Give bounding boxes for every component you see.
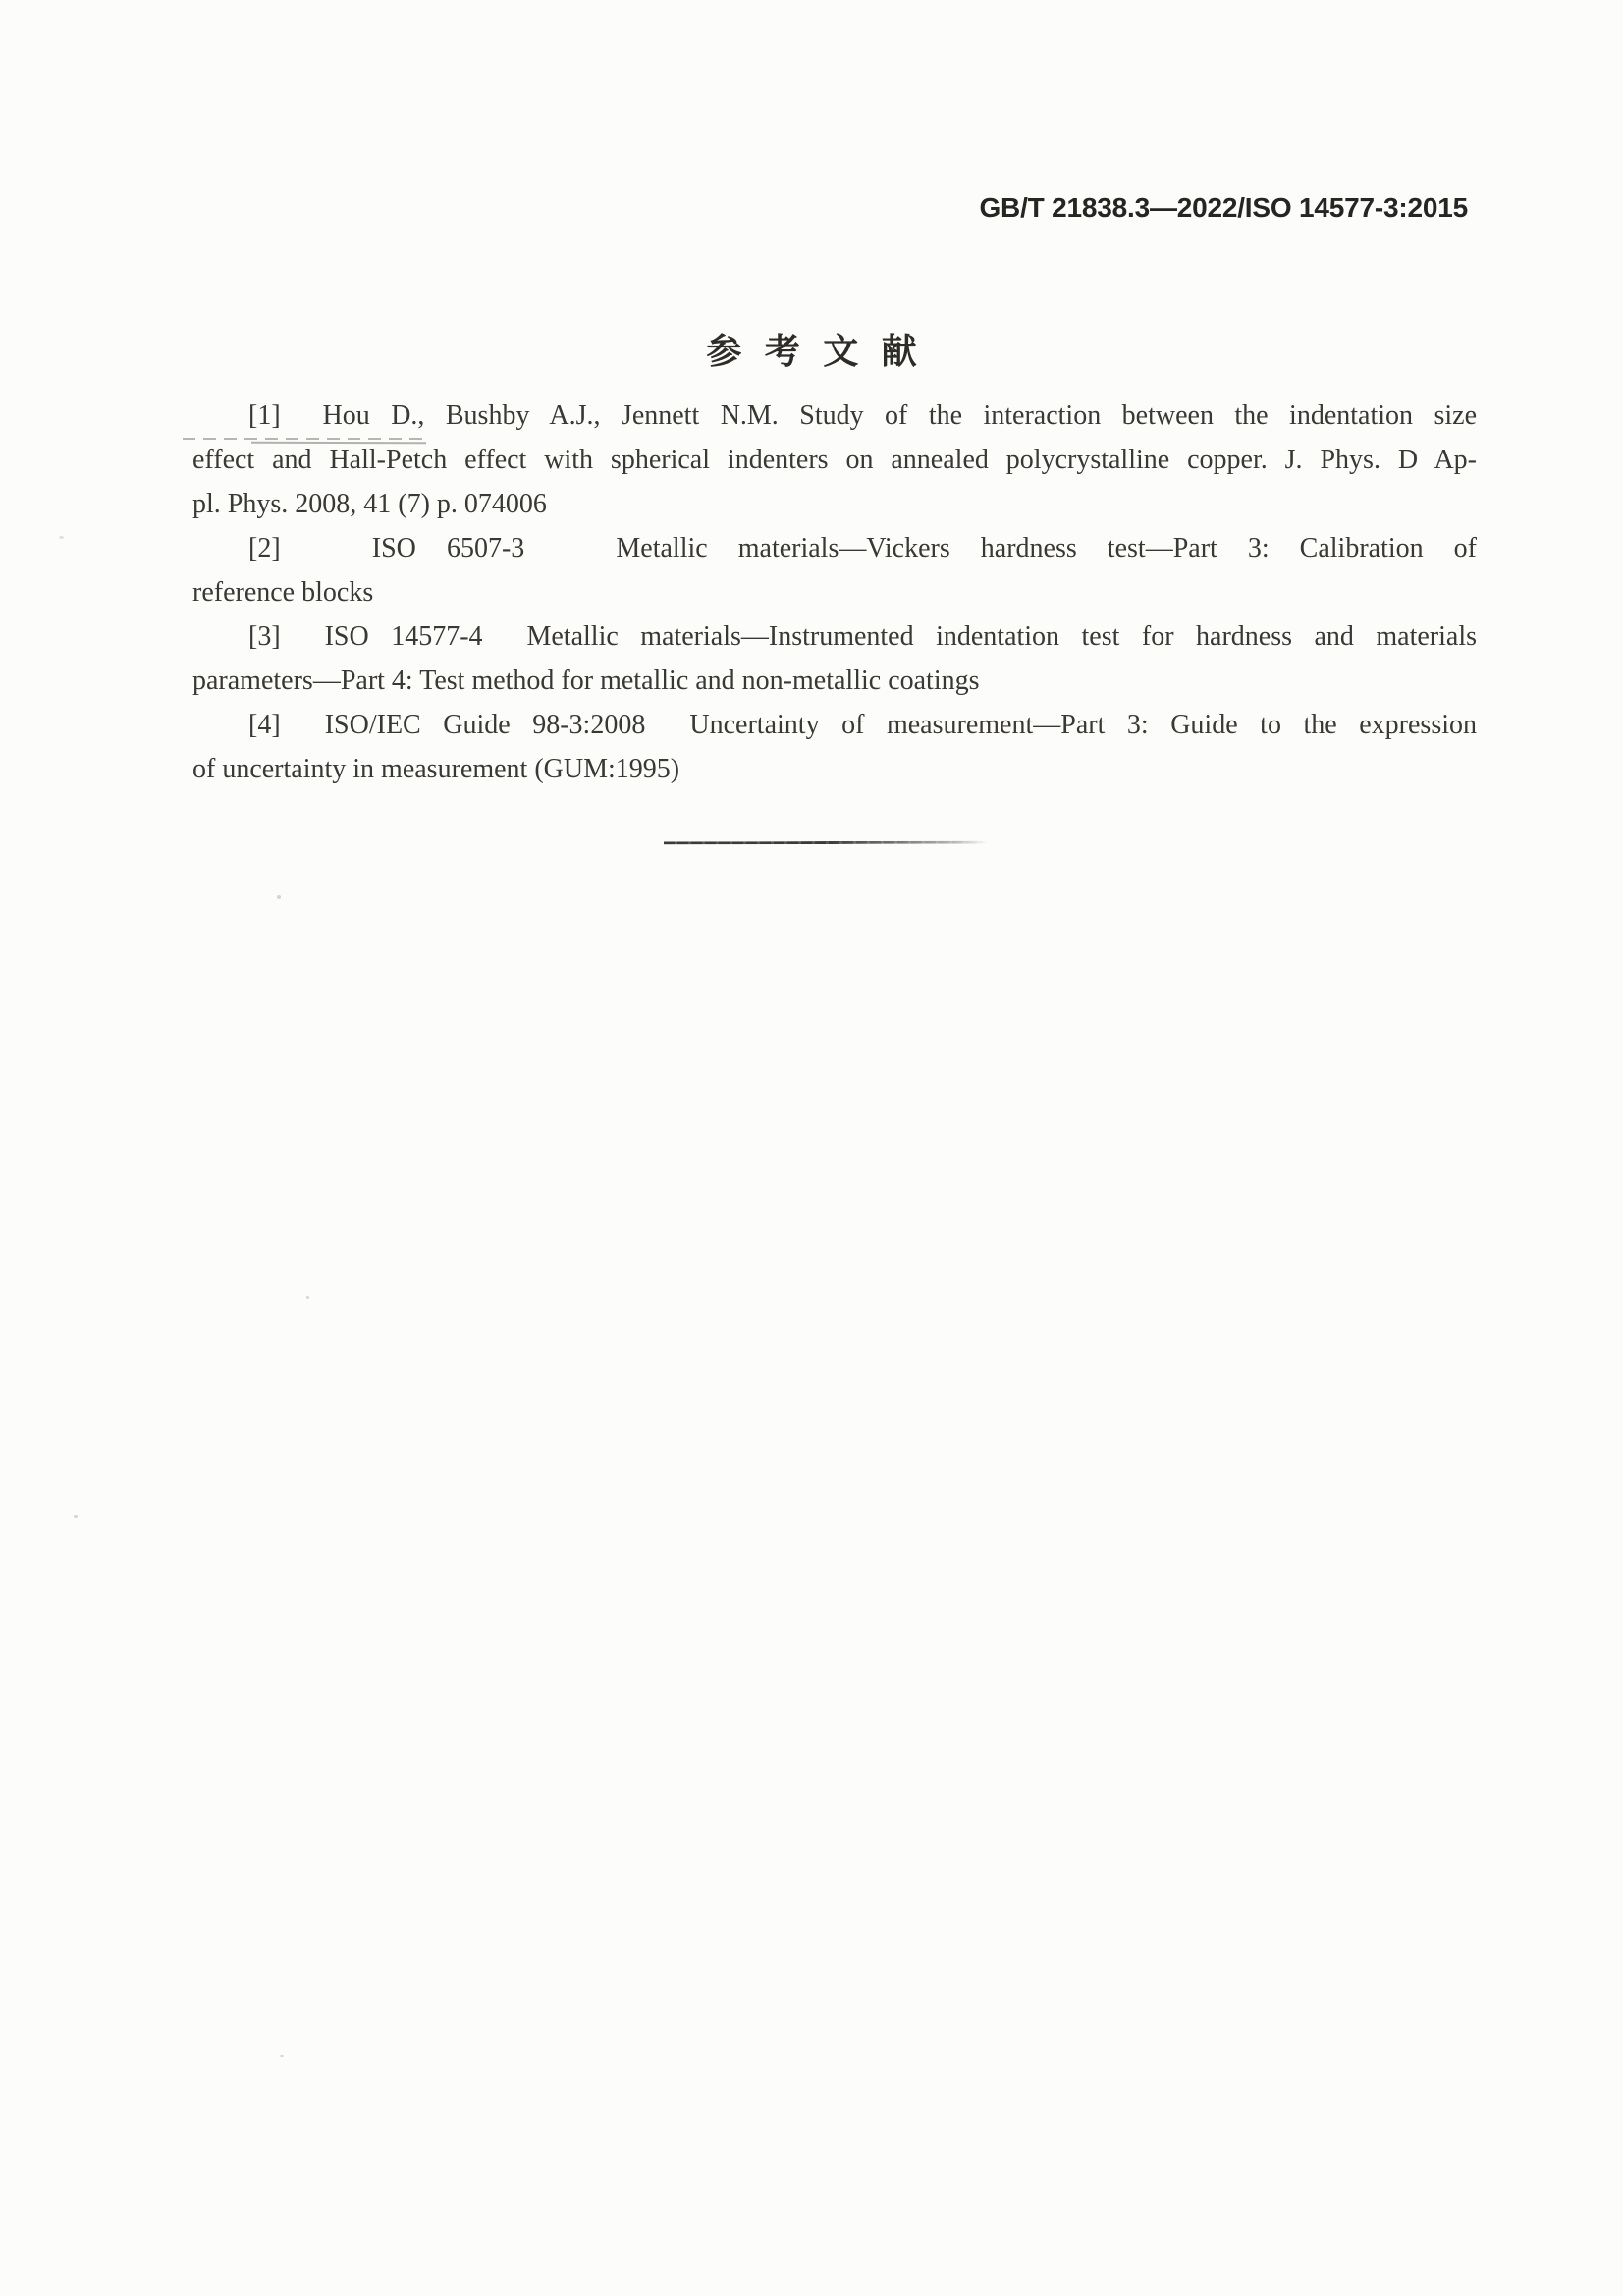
reference-line: [2] ISO 6507-3 Metallic materials—Vickers hardness test—Part 3: Calibration of <box>248 533 1477 563</box>
scan-artifact-dashes <box>183 438 430 440</box>
reference-line: [3] ISO 14577-4 Metallic materials—Instrumented indentation test for hardness and materials <box>248 621 1477 652</box>
scan-speck <box>277 895 281 899</box>
scan-speck <box>59 536 64 539</box>
references-title: 参考文献 <box>706 332 940 371</box>
section-end-rule <box>664 841 988 845</box>
scan-speck <box>306 1296 309 1299</box>
reference-line: parameters—Part 4: Test method for metallic and non-metallic coatings <box>192 666 980 696</box>
reference-line: [4] ISO/IEC Guide 98-3:2008 Uncertainty of measurement—Part 3: Guide to the expression <box>248 710 1477 740</box>
reference-entry-1 <box>192 394 1477 526</box>
reference-entry-4 <box>192 703 1477 791</box>
reference-line: [1] Hou D., Bushby A.J., Jennett N.M. Study of the interaction between the indentation size <box>248 400 1477 431</box>
reference-line: of uncertainty in measurement (GUM:1995) <box>192 754 680 784</box>
reference-line: reference blocks <box>192 577 374 608</box>
scan-speck <box>74 1515 78 1518</box>
standard-number-header: GB/T 21838.3—2022/ISO 14577-3:2015 <box>979 192 1468 223</box>
reference-line: pl. Phys. 2008, 41 (7) p. 074006 <box>192 489 547 519</box>
scan-speck <box>280 2055 284 2057</box>
scan-speck <box>945 675 949 678</box>
reference-entry-2 <box>192 526 1477 614</box>
references-section <box>192 394 1477 791</box>
reference-line: effect and Hall-Petch effect with spherical indenters on annealed polycrystalline copper. J. Phys. D Ap- <box>192 445 1477 475</box>
reference-entry-3 <box>192 614 1477 703</box>
